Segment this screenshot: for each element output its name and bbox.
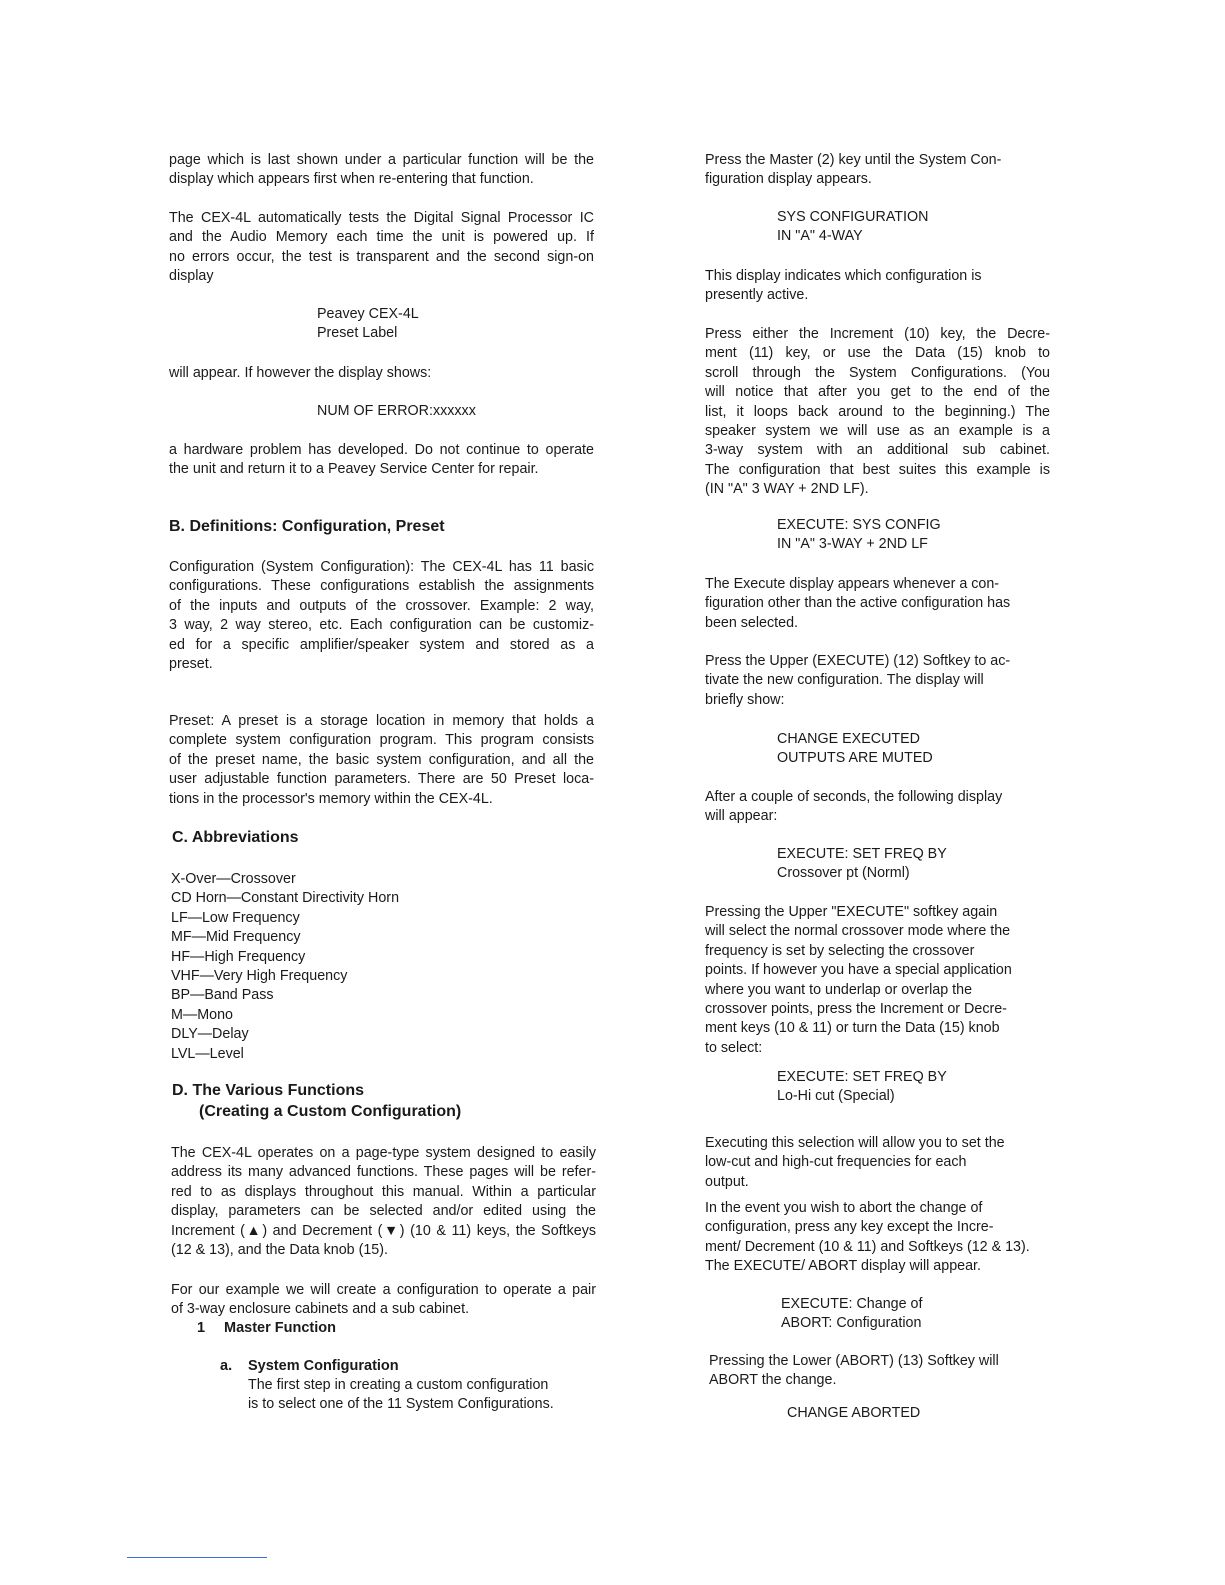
text-line: ABORT: Configuration xyxy=(781,1315,922,1332)
text-line: ment keys (10 & 11) or turn the Data (15) knob xyxy=(705,1020,1000,1037)
text-line: briefly show: xyxy=(705,691,785,708)
paragraph-pressing-upper xyxy=(705,903,1050,1058)
paragraph-first-step xyxy=(248,1376,554,1415)
text-line: Press the Master (2) key until the System Con- xyxy=(705,152,1002,168)
text-line: (12 & 13), and the Data knob (15). xyxy=(171,1242,388,1259)
text-line: 3 way, 2 way stereo, etc. Each configuration can be customiz- xyxy=(169,617,594,634)
text-line: The Execute display appears whenever a con- xyxy=(705,576,1000,592)
text-line: points. If however you have a special application xyxy=(705,962,1012,979)
text-line: (IN "A" 3 WAY + 2ND LF). xyxy=(705,481,869,498)
text-line: tions in the processor's memory within the CEX-4L. xyxy=(169,790,493,807)
text-line: Executing this selection will allow you to set the xyxy=(705,1135,1005,1151)
text-line: and the Audio Memory each time the unit is powered up. If xyxy=(169,229,594,246)
paragraph-will-appear xyxy=(169,364,594,383)
text-line: M—Mono xyxy=(171,1006,233,1023)
text-line: output. xyxy=(705,1173,749,1190)
text-line: This display indicates which configuration is xyxy=(705,268,982,284)
text-line: Preset: A preset is a storage location in memory that holds a xyxy=(169,713,594,729)
text-line: the unit and return it to a Peavey Service Center for repair. xyxy=(169,461,539,478)
text-line: configuration, press any key except the Incre- xyxy=(705,1219,994,1236)
text-line: red to as displays throughout this manual. Within a particular xyxy=(171,1183,596,1200)
paragraph-configuration-def xyxy=(169,558,594,674)
text-line: frequency is set by selecting the crossover xyxy=(705,942,975,959)
text-line: will select the normal crossover mode where the xyxy=(705,923,1011,940)
text-line: will appear. If however the display shows: xyxy=(169,365,432,381)
text-line: LVL—Level xyxy=(171,1045,244,1062)
paragraph-preset-def xyxy=(169,712,594,809)
text-line: IN "A" 4-WAY xyxy=(777,228,863,245)
heading-abbreviations: C. Abbreviations xyxy=(172,829,299,846)
text-line: In the event you wish to abort the change of xyxy=(705,1200,983,1216)
text-line: page which is last shown under a particular function will be the xyxy=(169,152,594,168)
text-line: BP—Band Pass xyxy=(171,987,274,1004)
text-line: Press either the Increment (10) key, the Decre- xyxy=(705,326,1050,342)
text-line: tivate the new configuration. The display will xyxy=(705,672,984,689)
text-line: where you want to underlap or overlap the xyxy=(705,981,973,998)
paragraph-example xyxy=(171,1281,596,1320)
text-line: list, it loops back around to the beginning.) The xyxy=(705,403,1050,420)
text-line: been selected. xyxy=(705,614,798,631)
text-line: OUTPUTS ARE MUTED xyxy=(777,750,933,767)
section-master-function: Master Function xyxy=(224,1320,336,1336)
text-line: For our example we will create a configuration to operate a pair xyxy=(171,1282,596,1298)
text-line: EXECUTE: Change of xyxy=(781,1296,923,1312)
text-line: NUM OF ERROR:xxxxxx xyxy=(317,403,476,419)
text-line: DLY—Delay xyxy=(171,1026,249,1043)
paragraph-scroll-configs xyxy=(705,325,1050,500)
abbreviation-list xyxy=(171,870,399,1064)
text-line: CD Horn—Constant Directivity Horn xyxy=(171,890,400,907)
text-line: MF—Mid Frequency xyxy=(171,929,301,946)
text-line: The EXECUTE/ ABORT display will appear. xyxy=(705,1258,981,1275)
text-line: of 3-way enclosure cabinets and a sub cabinet. xyxy=(171,1301,470,1318)
text-line: figuration display appears. xyxy=(705,171,872,188)
text-line: of the inputs and outputs of the crossover. Example: 2 way, xyxy=(169,597,594,614)
text-line: EXECUTE: SYS CONFIG xyxy=(777,517,941,533)
text-line: CHANGE ABORTED xyxy=(787,1405,921,1421)
paragraph-after-seconds xyxy=(705,788,1050,827)
text-line: speaker system we will use as an example is a xyxy=(705,423,1050,440)
text-line: EXECUTE: SET FREQ BY xyxy=(777,846,947,862)
paragraph-active-config xyxy=(705,267,1050,306)
text-line: low-cut and high-cut frequencies for each xyxy=(705,1154,967,1171)
text-line: The CEX-4L automatically tests the Digital Signal Processor IC xyxy=(169,210,594,226)
text-line: After a couple of seconds, the following display xyxy=(705,789,1003,805)
text-line: Pressing the Upper "EXECUTE" softkey again xyxy=(705,904,998,920)
text-line: scroll through the System Configurations. (You xyxy=(705,364,1050,381)
text-line: display xyxy=(169,268,214,285)
text-line: ed for a specific amplifier/speaker system and stored as a xyxy=(169,636,594,653)
text-line: 3-way system with an additional sub cabinet. xyxy=(705,442,1050,459)
paragraph-press-master xyxy=(705,151,1050,190)
heading-various-functions-sub: (Creating a Custom Configuration) xyxy=(199,1103,462,1120)
text-line: a hardware problem has developed. Do not continue to operate xyxy=(169,442,594,458)
text-line: will appear: xyxy=(705,808,778,825)
paragraph-execute-display xyxy=(705,575,1050,633)
text-line: The first step in creating a custom configuration xyxy=(248,1377,549,1393)
text-line: presently active. xyxy=(705,287,809,304)
text-line: LF—Low Frequency xyxy=(171,909,300,926)
text-line: display which appears first when re-entering that function. xyxy=(169,171,534,188)
text-line: address its many advanced functions. These pages will be refer- xyxy=(171,1164,596,1181)
subsection-label: a. xyxy=(220,1358,233,1374)
text-line: no errors occur, the test is transparent and the second sign-on xyxy=(169,248,594,265)
text-line: Configuration (System Configuration): The CEX-4L has 11 basic xyxy=(169,559,594,575)
text-line: HF—High Frequency xyxy=(171,948,306,965)
text-line: complete system configuration program. This program consists xyxy=(169,732,594,749)
text-line: user adjustable function parameters. There are 50 Preset loca- xyxy=(169,771,594,788)
text-line: Increment (▲) and Decrement (▼) (10 & 11) keys, the Softkeys xyxy=(171,1222,596,1239)
text-line: EXECUTE: SET FREQ BY xyxy=(777,1069,947,1085)
text-line: Pressing the Lower (ABORT) (13) Softkey will xyxy=(709,1353,999,1369)
paragraph-abort-change xyxy=(705,1199,1050,1277)
paragraph-executing-selection xyxy=(705,1134,1050,1192)
text-line: ment/ Decrement (10 & 11) and Softkeys (12 & 13). xyxy=(705,1238,1030,1255)
paragraph-page-system xyxy=(171,1144,596,1260)
paragraph-self-test xyxy=(169,209,594,287)
text-line: X-Over—Crossover xyxy=(171,871,296,887)
text-line: SYS CONFIGURATION xyxy=(777,209,929,225)
section-number: 1 xyxy=(197,1320,206,1336)
display-set-freq-norml xyxy=(777,845,947,884)
footer-link-underline xyxy=(127,1557,267,1558)
text-line: Crossover pt (Norml) xyxy=(777,865,910,882)
heading-definitions: B. Definitions: Configuration, Preset xyxy=(169,518,445,535)
text-line: Press the Upper (EXECUTE) (12) Softkey to ac- xyxy=(705,653,1011,669)
paragraph-pressing-lower xyxy=(709,1352,1054,1391)
display-sys-configuration xyxy=(777,208,928,247)
text-line: of the preset name, the basic system configuration, and all the xyxy=(169,751,594,768)
text-line: The CEX-4L operates on a page-type system designed to easily xyxy=(171,1145,596,1161)
text-line: will notice that after you get to the end of the xyxy=(705,384,1050,401)
display-change-aborted xyxy=(787,1404,920,1423)
text-line: is to select one of the 11 System Configurations. xyxy=(248,1396,554,1413)
heading-various-functions: D. The Various Functions xyxy=(172,1082,365,1099)
text-line: Lo-Hi cut (Special) xyxy=(777,1088,895,1105)
display-error xyxy=(317,402,476,421)
display-execute-abort xyxy=(781,1295,922,1334)
paragraph-press-upper xyxy=(705,652,1050,710)
text-line: Peavey CEX-4L xyxy=(317,306,419,322)
text-line: crossover points, press the Increment or Decre- xyxy=(705,1001,1007,1018)
text-line: ment (11) key, or use the Data (15) knob to xyxy=(705,345,1050,362)
text-line: ABORT the change. xyxy=(709,1372,837,1389)
display-execute-sys-config xyxy=(777,516,941,555)
subsection-system-configuration: System Configuration xyxy=(248,1358,399,1374)
paragraph-display-memory xyxy=(169,151,594,190)
text-line: preset. xyxy=(169,656,213,673)
display-change-executed xyxy=(777,730,933,769)
text-line: CHANGE EXECUTED xyxy=(777,731,920,747)
display-sign-on xyxy=(317,305,419,344)
text-line: VHF—Very High Frequency xyxy=(171,968,348,985)
text-line: The configuration that best suites this example is xyxy=(705,461,1050,478)
text-line: IN "A" 3-WAY + 2ND LF xyxy=(777,536,928,553)
display-set-freq-special xyxy=(777,1068,947,1107)
text-line: configurations. These configurations establish the assignments xyxy=(169,578,594,595)
text-line: figuration other than the active configuration has xyxy=(705,595,1011,612)
text-line: Preset Label xyxy=(317,325,398,342)
text-line: to select: xyxy=(705,1039,763,1056)
text-line: display, parameters can be selected and/or edited using the xyxy=(171,1203,596,1220)
paragraph-hardware-problem xyxy=(169,441,594,480)
